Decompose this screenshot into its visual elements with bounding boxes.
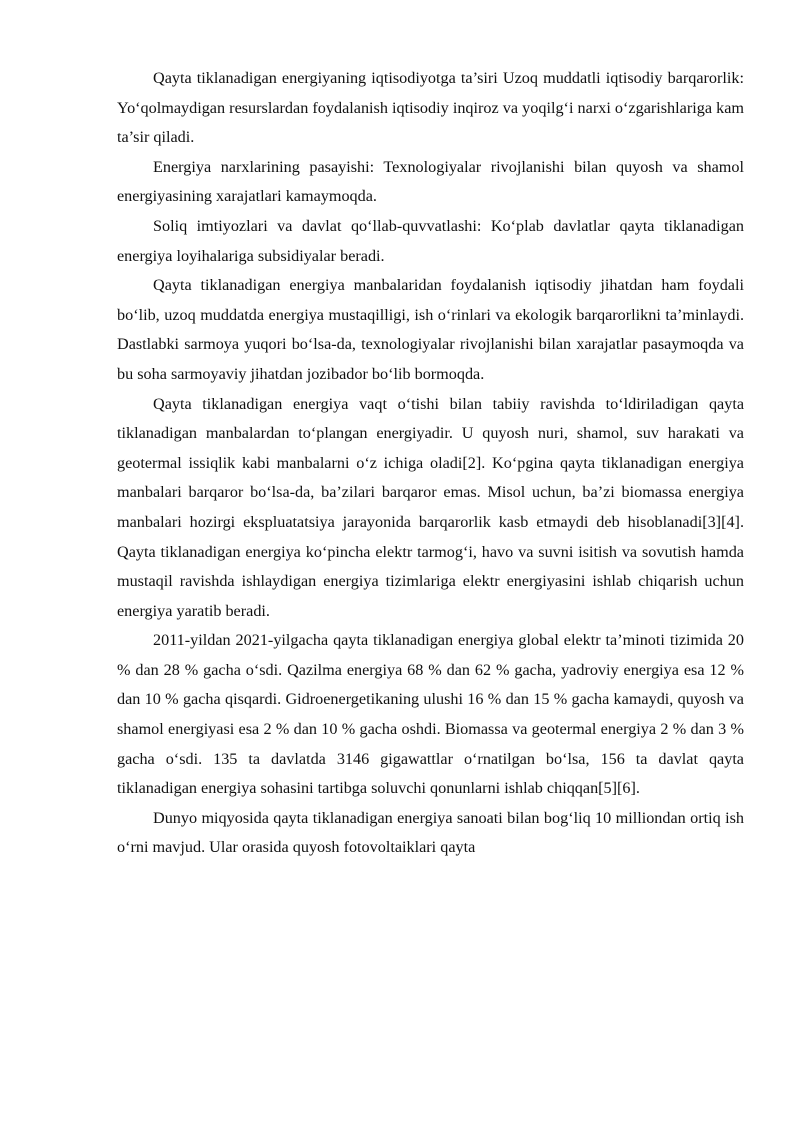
paragraph-economic-impact: Qayta tiklanadigan energiyaning iqtisodiyotga ta’siri Uzoq muddatli iqtisodiy barqarorlik: Yo‘qolmaydigan resurslardan foydalanish iqtisodiy inqiroz va yoqilg‘i narxi o‘zgarishlariga kam ta’sir qiladi. [117, 69, 744, 147]
paragraph-employment: Dunyo miqyosida qayta tiklanadigan energiya sanoati bilan bog‘liq 10 milliondan ortiq ish o‘rni mavjud. Ular orasida quyosh fotovoltaiklari qayta [117, 808, 744, 857]
paragraph-global-statistics: 2011-yildan 2021-yilgacha qayta tiklanadigan energiya global elektr ta’minoti tizimida 20 % dan 28 % gacha o‘sdi. Qazilma energiya 68 % dan 62 % gacha, yadroviy energiya esa 12 % dan 10 % gacha qisqardi. Gidroenergetikaning ulushi 16 % dan 15 % gacha kamaydi, quyosh va shamol energiyasi esa 2 % dan 10 % gacha oshdi. Biomassa va geotermal energiya 2 % dan 3 % gacha o‘sdi. 135 ta davlatda 3146 gigawattlar o‘rnatilgan bo‘lsa, 156 ta davlat qayta tiklanadigan energiya sohasini tartibga soluvchi qonunlarni ishlab chiqqan[5][6]. [117, 631, 744, 798]
paragraph-energy-prices: Energiya narxlarining pasayishi: Texnologiyalar rivojlanishi bilan quyosh va shamol energiyasining xarajatlari kamaymoqda. [117, 157, 744, 206]
paragraph-economic-benefits: Qayta tiklanadigan energiya manbalaridan foydalanish iqtisodiy jihatdan ham foydali bo‘lib, uzoq muddatda energiya mustaqilligi, ish o‘rinlari va ekologik barqarorlikni ta’minlaydi. Dastlabki sarmoya yuqori bo‘lsa-da, texnologiyalar rivojlanishi bilan xarajatlar pasaymoqda va bu soha sarmoyaviy jihatdan jozibador bo‘lib bormoqda. [117, 276, 744, 383]
paragraph-renewable-definition: Qayta tiklanadigan energiya vaqt o‘tishi bilan tabiiy ravishda to‘ldiriladigan qayta tiklanadigan manbalardan to‘plangan energiyadir. U quyosh nuri, shamol, suv harakati va geotermal issiqlik kabi manbalarni o‘z ichiga oladi[2]. Ko‘pgina qayta tiklanadigan energiya manbalari barqaror bo‘lsa-da, ba’zilari barqaror emas. Misol uchun, ba’zi biomassa energiya manbalari hozirgi ekspluatatsiya jarayonida barqarorlik kasb etmaydi deb hisoblanadi[3][4]. Qayta tiklanadigan energiya ko‘pincha elektr tarmog‘i, havo va suvni isitish va sovutish hamda mustaqil ravishda ishlaydigan energiya tizimlariga elektr energiyasini ishlab chiqarish uchun energiya yaratib beradi. [117, 394, 744, 620]
paragraph-tax-incentives: Soliq imtiyozlari va davlat qo‘llab-quvvatlashi: Ko‘plab davlatlar qayta tiklanadigan energiya loyihalariga subsidiyalar beradi. [117, 216, 744, 265]
